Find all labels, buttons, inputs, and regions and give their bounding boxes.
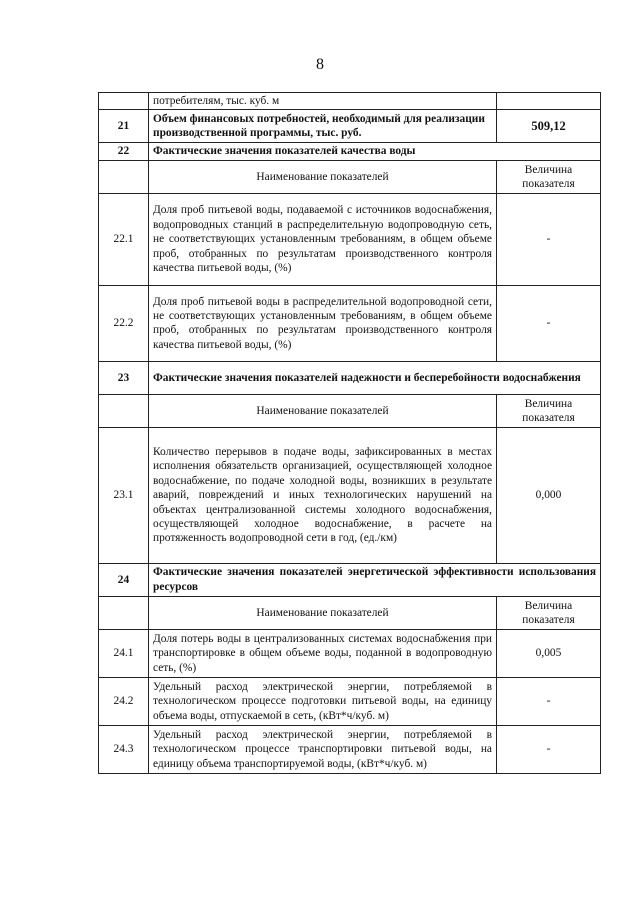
row-number-cell (99, 160, 149, 193)
column-header-name: Наименование показателей (149, 160, 497, 193)
indicator-value: 0,005 (497, 629, 601, 677)
indicator-value: 509,12 (497, 110, 601, 143)
row-number-cell (99, 394, 149, 427)
indicator-name: Доля потерь воды в централизованных системах водоснабжения при транспортировке в общем объеме воды, поданной в водопроводную сеть, (%) (149, 629, 497, 677)
indicator-value: - (497, 677, 601, 725)
row-number-cell (99, 596, 149, 629)
section-row (99, 143, 601, 160)
section-title: Фактические значения показателей качества воды (149, 143, 601, 160)
indicator-value: - (497, 285, 601, 361)
header-row (99, 160, 601, 193)
indicator-name: потребителям, тыс. куб. м (149, 93, 497, 110)
column-header-name: Наименование показателей (149, 596, 497, 629)
indicator-value: 0,000 (497, 427, 601, 563)
row-number: 21 (99, 110, 149, 143)
indicators-table (98, 92, 601, 774)
row-number: 24.1 (99, 629, 149, 677)
row-number-cell (99, 93, 149, 110)
table-row (99, 427, 601, 563)
table-row (99, 285, 601, 361)
column-header-value: Величина показателя (497, 160, 601, 193)
table-row (99, 725, 601, 773)
indicator-name: Удельный расход электрической энергии, потребляемой в технологическом процессе подготовки питьевой воды, на единицу объема воды, отпускаемой в сеть, (кВт*ч/куб. м) (149, 677, 497, 725)
indicator-value: - (497, 725, 601, 773)
section-number: 22 (99, 143, 149, 160)
indicator-name: Объем финансовых потребностей, необходимый для реализации производственной программы, тыс. руб. (149, 110, 497, 143)
indicator-name: Доля проб питьевой воды в распределительной водопроводной сети, не соответствующих установленным требованиям, в общем объеме проб, отобранных по результатам производственного контроля качества питьевой воды, (%) (149, 285, 497, 361)
section-number: 24 (99, 563, 149, 596)
section-row (99, 361, 601, 394)
row-number: 22.1 (99, 193, 149, 285)
section-title: Фактические значения показателей энергетической эффективности использования ресурсов (149, 563, 601, 596)
indicator-name: Доля проб питьевой воды, подаваемой с источников водоснабжения, водопроводных станций в распределительную водопроводную сеть, не соответствующих установленным требованиям, в общем объеме проб, отобранных по результатам производственного контроля качества питьевой воды, (%) (149, 193, 497, 285)
section-row (99, 563, 601, 596)
row-number: 24.2 (99, 677, 149, 725)
indicator-name: Удельный расход электрической энергии, потребляемой в технологическом процессе транспортировки питьевой воды, на единицу объема транспортируемой воды, (кВт*ч/куб. м) (149, 725, 497, 773)
column-header-name: Наименование показателей (149, 394, 497, 427)
section-number: 23 (99, 361, 149, 394)
indicator-value: - (497, 193, 601, 285)
table-row (99, 193, 601, 285)
row-number: 23.1 (99, 427, 149, 563)
indicator-value (497, 93, 601, 110)
row-number: 24.3 (99, 725, 149, 773)
column-header-value: Величина показателя (497, 596, 601, 629)
table-row (99, 629, 601, 677)
indicator-name: Количество перерывов в подаче воды, зафиксированных в местах исполнения обязательств организацией, осуществляющей холодное водоснабжение, по подаче холодной воды, возникших в результате аварий, повреждений и иных технологических нарушений на объектах централизованной системы холодного водоснабжения, осуществляющей холодное водоснабжение, в расчете на протяженность водопроводной сети в год, (ед./км) (149, 427, 497, 563)
header-row (99, 394, 601, 427)
section-title: Фактические значения показателей надежности и бесперебойности водоснабжения (149, 361, 601, 394)
table-row (99, 110, 601, 143)
table-row (99, 93, 601, 110)
table-row (99, 677, 601, 725)
column-header-value: Величина показателя (497, 394, 601, 427)
page-number: 8 (316, 56, 324, 73)
header-row (99, 596, 601, 629)
row-number: 22.2 (99, 285, 149, 361)
